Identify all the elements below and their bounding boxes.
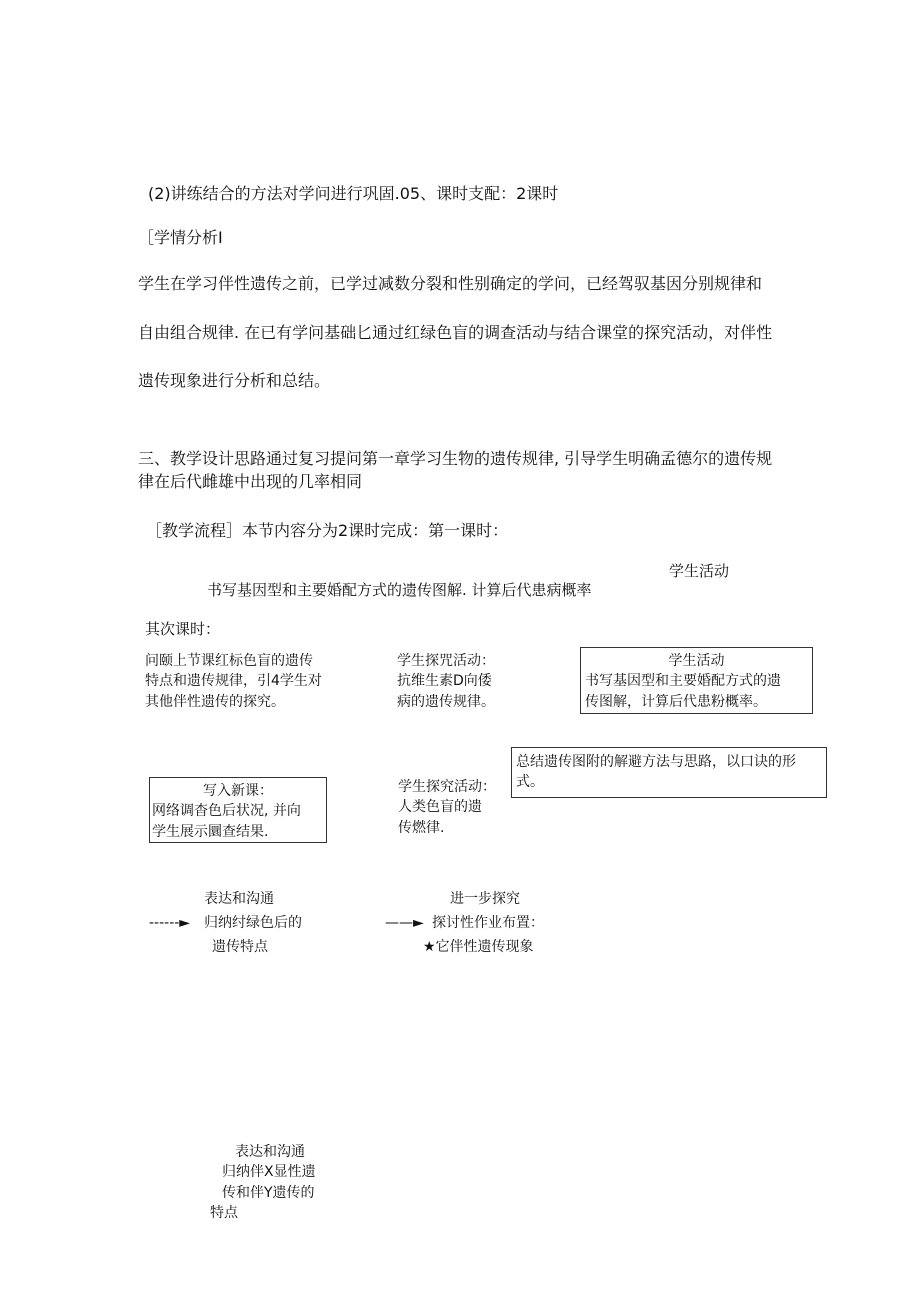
second-lesson-label: 其次课时： bbox=[145, 620, 221, 638]
summary-box bbox=[511, 747, 827, 798]
activity-box-line-2: 传图解，计算后代患粉概率。 bbox=[585, 693, 767, 710]
review-block bbox=[145, 651, 322, 712]
activity-box bbox=[580, 647, 813, 714]
review-line-1: 问颐上节课红标色盲的遗传 bbox=[145, 653, 313, 669]
activity-box-title: 学生活动 bbox=[668, 653, 725, 669]
new-lesson-line-2: 学生展示圜查结果. bbox=[152, 823, 269, 840]
express2-line-2: 归纳伴X显性遗 bbox=[222, 1164, 316, 1181]
review-line-3: 其他伴性遗传的探究。 bbox=[145, 693, 285, 710]
analysis-heading: ［学情分析I bbox=[138, 228, 223, 247]
express1-line-2: 遗传特点 bbox=[212, 939, 268, 955]
further-title: 进一步探究 bbox=[450, 891, 520, 907]
express1-title: 表达和沟通 bbox=[204, 891, 274, 907]
design-line-2: 律在后代雌雄中出现的几率相同 bbox=[138, 472, 363, 491]
explore2-line-1: 学生探究活动： bbox=[398, 779, 496, 795]
new-lesson-title: 写入新课： bbox=[203, 783, 273, 799]
analysis-line-1: 学生在学习伴性遗传之前，已学过减数分裂和性别确定的学问，已经驾驭基因分别规律和 bbox=[138, 274, 763, 293]
analysis-line-2: 自由组合规律. 在已有学问基础匕通过红绿色盲的调查活动与结合课堂的探究活动，对伴性 bbox=[138, 323, 773, 342]
new-lesson-box bbox=[149, 777, 327, 843]
express1-arrow: ------► bbox=[149, 915, 191, 931]
further-arrow: ——► bbox=[385, 915, 424, 931]
analysis-line-3: 遗传现象进行分析和总结。 bbox=[138, 371, 331, 390]
new-lesson-line-1: 网络调杳色后状况, 并向 bbox=[152, 803, 301, 820]
explore-block-1 bbox=[397, 651, 495, 712]
express2-line-4: 特点 bbox=[210, 1204, 238, 1221]
explore2-line-2: 人类色盲的遗 bbox=[398, 799, 482, 816]
summary-line-1: 总结遗传图附的解避方法与思路，以口诀的形 bbox=[516, 754, 796, 770]
first-lesson-activity-title: 学生活动 bbox=[669, 562, 730, 580]
explore1-line-2: 抗维生素D向倭 bbox=[397, 673, 492, 690]
explore2-line-3: 传燃律. bbox=[398, 819, 445, 836]
express2-line-3: 传和伴Y遗传的 bbox=[222, 1184, 315, 1201]
explore1-line-3: 病的遗传规律。 bbox=[397, 693, 495, 710]
activity-box-line-1: 书写基因型和主要婚配方式的遗 bbox=[585, 673, 781, 690]
first-lesson-activity-text: 书写基因型和主要婚配方式的遗传图解. 计算后代患病概率 bbox=[207, 581, 592, 599]
explore-block-2 bbox=[398, 777, 496, 838]
express1-line-1: 归纳纣绿色后的 bbox=[204, 915, 302, 931]
method-line: (2)讲练结合的方法对学问进行巩固.05、课时支配：2课时 bbox=[148, 184, 559, 203]
explore1-line-1: 学生探咒活动： bbox=[397, 653, 495, 669]
express2-line-1: 表达和沟通 bbox=[235, 1144, 305, 1160]
further-line-2: ★它伴性遗传现象 bbox=[423, 939, 534, 955]
express2-block bbox=[210, 1142, 316, 1223]
process-heading: ［教学流程］本节内容分为2课时完成：第一课时： bbox=[146, 521, 509, 540]
further-line-1: 探讨性作业布置： bbox=[432, 915, 544, 931]
review-line-2: 特点和遗传规律，引4学生对 bbox=[145, 673, 322, 690]
design-line-1: 三、教学设计思路通过复习提问第一章学习生物的遗传规律, 引导学生明确孟德尔的遗传规 bbox=[138, 449, 773, 468]
summary-line-2: 式。 bbox=[516, 774, 544, 791]
